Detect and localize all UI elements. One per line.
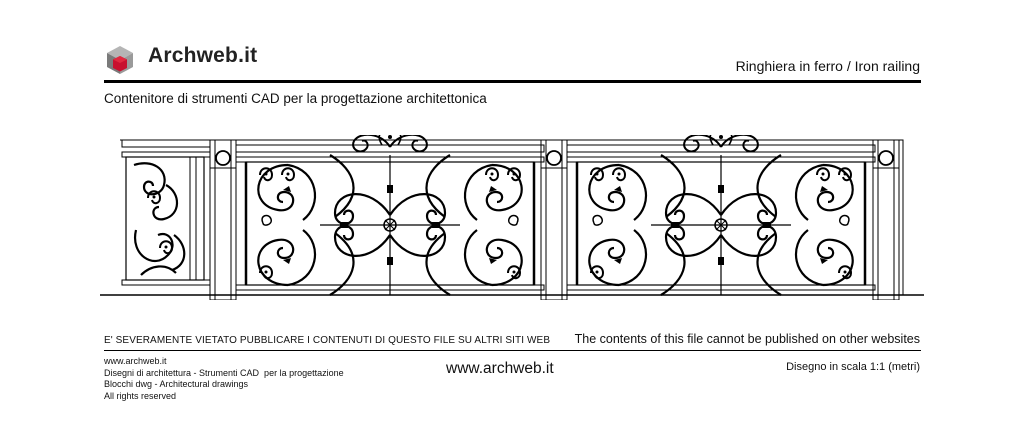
footer-credits: [104, 356, 344, 402]
drawing-scale: Disegno in scala 1:1 (metri): [786, 361, 920, 373]
subtitle: Contenitore di strumenti CAD per la progettazione architettonica: [104, 91, 487, 106]
footer-line: www.archweb.it: [104, 356, 167, 366]
drawing-title: Ringhiera in ferro / Iron railing: [735, 58, 920, 74]
footer-website: www.archweb.it: [446, 360, 554, 377]
copyright-notice-italian: E' SEVERAMENTE VIETATO PUBBLICARE I CONTENUTI DI QUESTO FILE SU ALTRI SITI WEB: [104, 335, 551, 346]
archweb-logo-icon: [104, 44, 136, 76]
footer-line: Disegni di architettura - Strumenti CAD per la progettazione: [104, 367, 344, 378]
footer-line: Blocchi dwg - Architectural drawings: [104, 379, 249, 390]
footer-line: All rights reserved: [104, 390, 177, 401]
brand-name: Archweb.it: [148, 44, 258, 67]
header-rule: [104, 80, 921, 83]
copyright-notice-english: The contents of this file cannot be published on other websites: [574, 332, 920, 346]
footer-rule: [104, 350, 921, 351]
iron-railing-drawing: [100, 135, 924, 300]
